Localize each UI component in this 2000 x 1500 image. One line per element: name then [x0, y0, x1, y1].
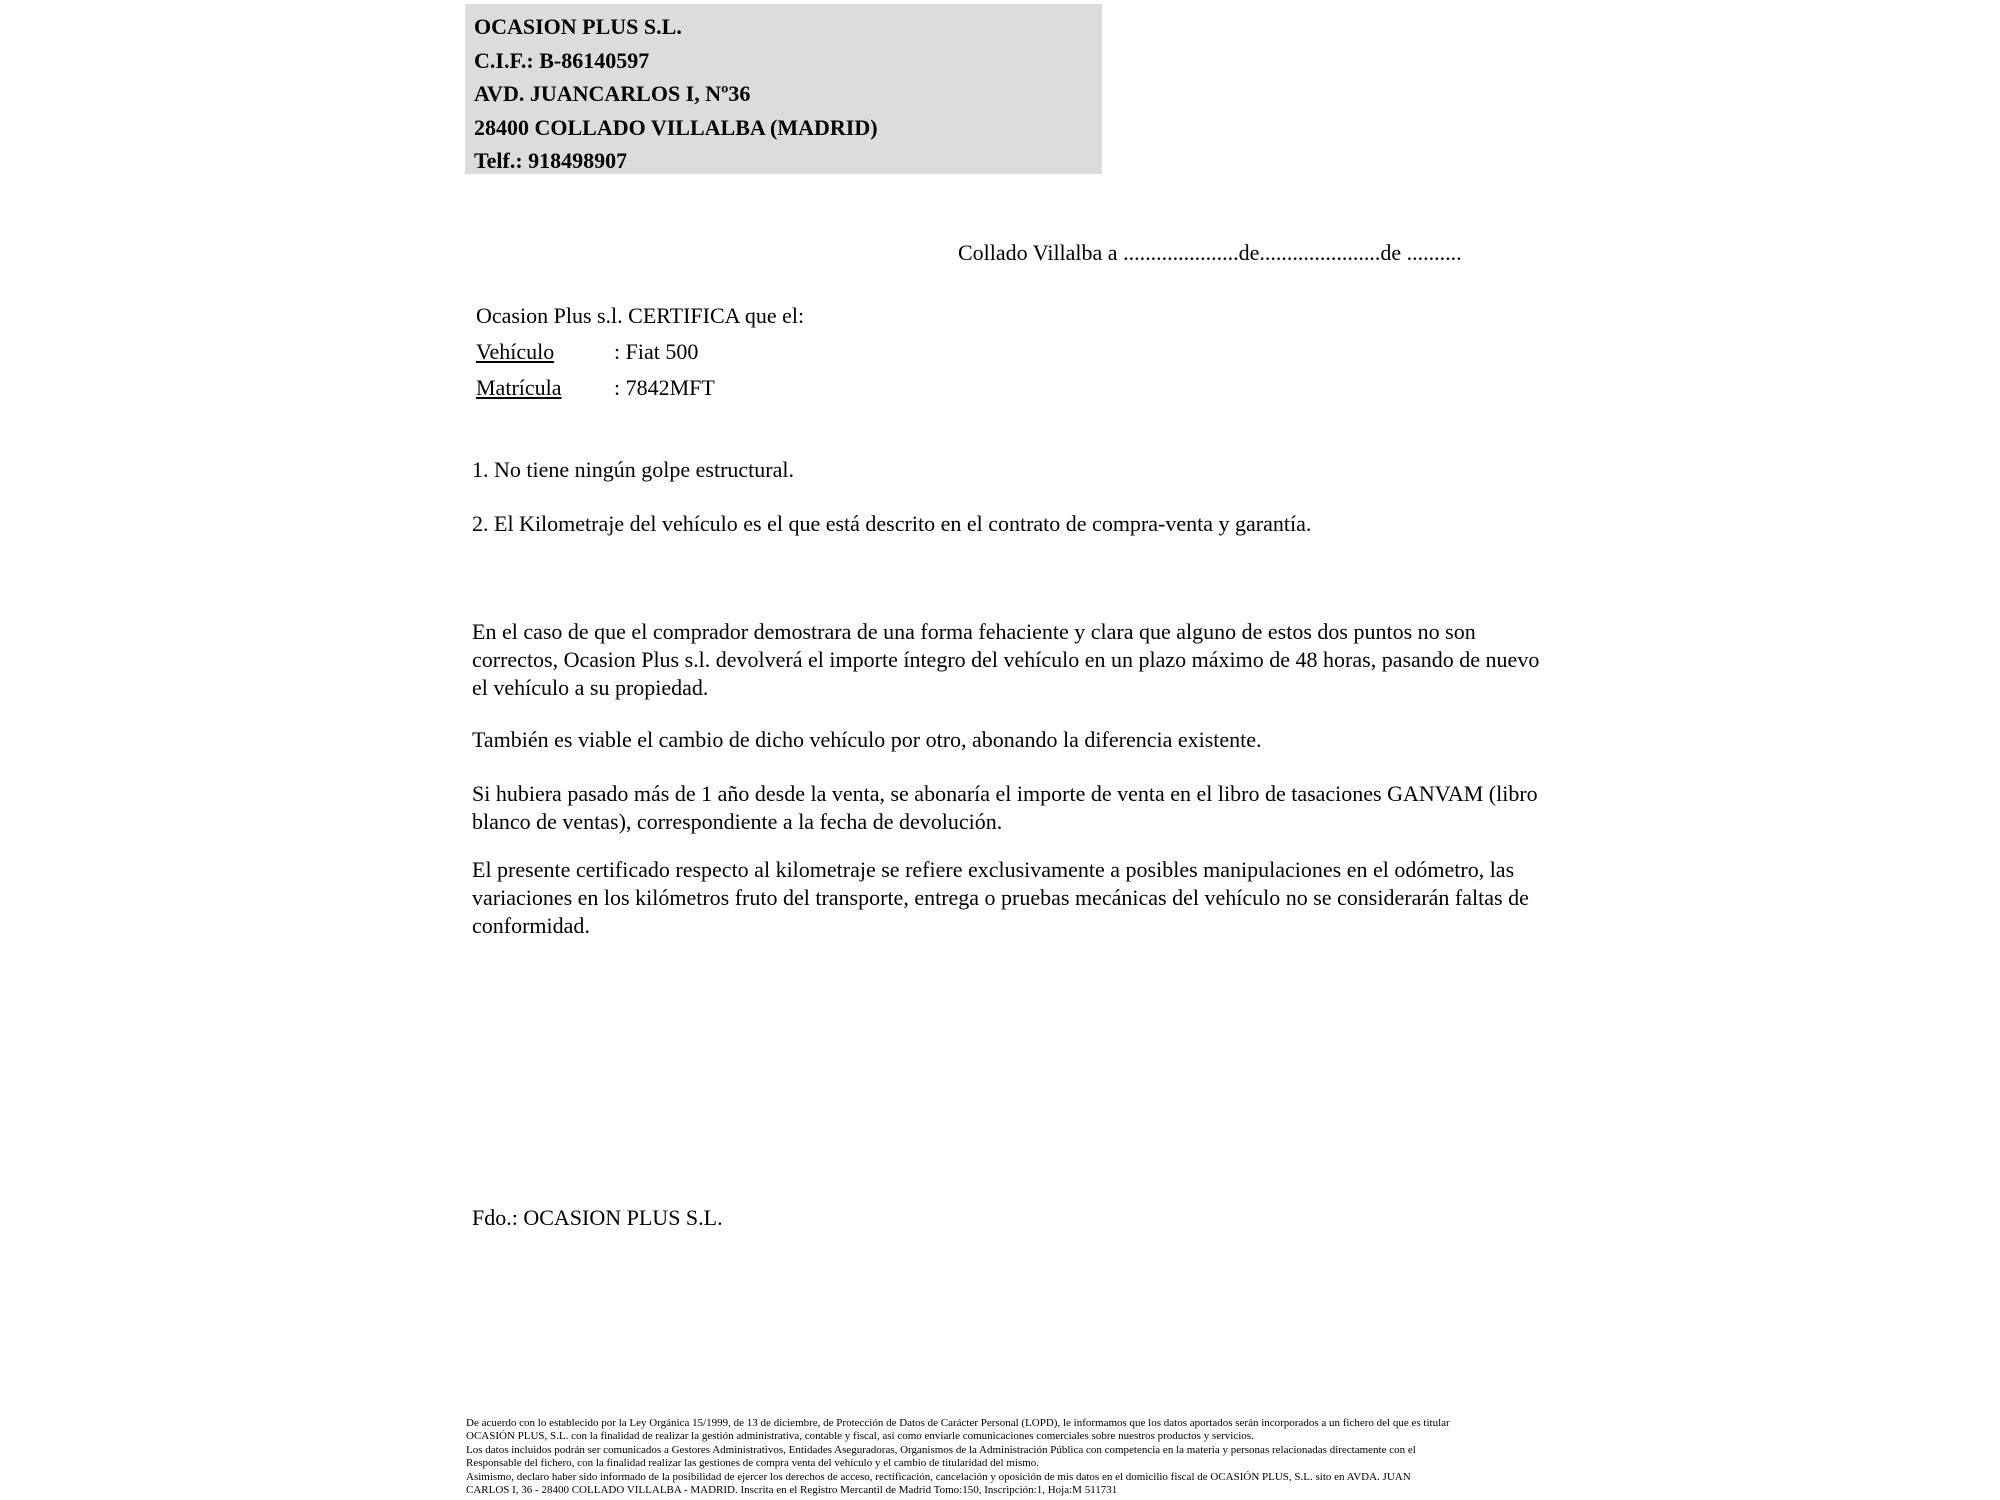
legal-line: OCASIÓN PLUS, S.L. con la finalidad de realizar la gestión administrativa, contable y fiscal, así como enviarle comunicaciones comerciales sobre nuestros productos y servicios.: [466, 1430, 1254, 1443]
legal-line: Asimismo, declaro haber sido informado de la posibilidad de ejercer los derechos de acceso, rectificación, cancelación y oposición de mis datos en el domicilio fiscal de OCASIÓN PLUS, S.L. sito en AVDA. JUAN: [466, 1470, 1411, 1483]
legal-line: De acuerdo con lo establecido por la Ley Orgánica 15/1999, de 13 de diciembre, de Protección de Datos de Carácter Personal (LOPD), le informamos que los datos aportados serán incorporados a un fichero del que es titular: [466, 1417, 1450, 1429]
plate-field-row: [476, 375, 715, 401]
legal-fine-print: [466, 1417, 1566, 1497]
certified-point-2: 2. El Kilometraje del vehículo es el que está descrito en el contrato de compra-venta y garantía.: [472, 511, 1312, 536]
legal-line: Los datos incluidos podrán ser comunicados a Gestores Administrativos, Entidades Aseguradoras, Organismos de la Administración Pública con competencia en la materia y personas relacionadas directamente con el: [466, 1443, 1416, 1456]
vehicle-field-row: [476, 339, 698, 365]
refund-paragraph: En el caso de que el comprador demostrara de una forma fehaciente y clara que alguno de estos dos puntos no son correctos, Ocasion Plus s.l. devolverá el importe íntegro del vehículo en un plazo máximo de 48 horas, pasando de nuevo el vehículo a su propiedad.: [472, 619, 1540, 700]
vehicle-value: : Fiat 500: [614, 339, 699, 364]
vehicle-label-wrap: [476, 339, 614, 365]
company-phone: Telf.: 918498907: [474, 148, 628, 173]
signature-line: Fdo.: OCASION PLUS S.L.: [472, 1205, 723, 1230]
plate-value: : 7842MFT: [614, 375, 715, 400]
ganvam-paragraph: Si hubiera pasado más de 1 año desde la venta, se abonaría el importe de venta en el libro de tasaciones GANVAM (libro blanco de ventas), correspondiente a la fecha de devolución.: [472, 781, 1538, 834]
odometer-paragraph: El presente certificado respecto al kilometraje se refiere exclusivamente a posibles manipulaciones en el odómetro, las variaciones en los kilómetros fruto del transporte, entrega o pruebas mecánicas del vehículo no se considerarán faltas de conformidad.: [472, 857, 1529, 938]
certify-intro: Ocasion Plus s.l. CERTIFICA que el:: [476, 303, 805, 328]
vehicle-label: Vehículo: [476, 339, 555, 364]
company-cif: C.I.F.: B-86140597: [474, 47, 650, 73]
company-address: AVD. JUANCARLOS I, Nº36: [474, 81, 751, 106]
certified-point-1: 1. No tiene ningún golpe estructural.: [472, 457, 794, 482]
plate-label: Matrícula: [476, 375, 562, 400]
date-fill-in-line: Collado Villalba a .....................de......................de ..........: [958, 240, 1462, 265]
exchange-paragraph: También es viable el cambio de dicho vehículo por otro, abonando la diferencia existente.: [472, 727, 1262, 752]
legal-line: Responsable del fichero, con la finalidad realizar las gestiones de compra venta del vehículo y el cambio de titularidad del mismo.: [466, 1457, 1040, 1470]
company-letterhead: [465, 4, 1102, 174]
company-name: OCASION PLUS S.L.: [474, 14, 682, 39]
company-city: 28400 COLLADO VILLALBA (MADRID): [474, 114, 878, 140]
plate-label-wrap: [476, 375, 614, 401]
legal-line: CARLOS I, 36 - 28400 COLLADO VILLALBA - MADRID. Inscrita en el Registro Mercantil de Madrid Tomo:150, Inscripción:1, Hoja:M 511731: [466, 1484, 1118, 1497]
